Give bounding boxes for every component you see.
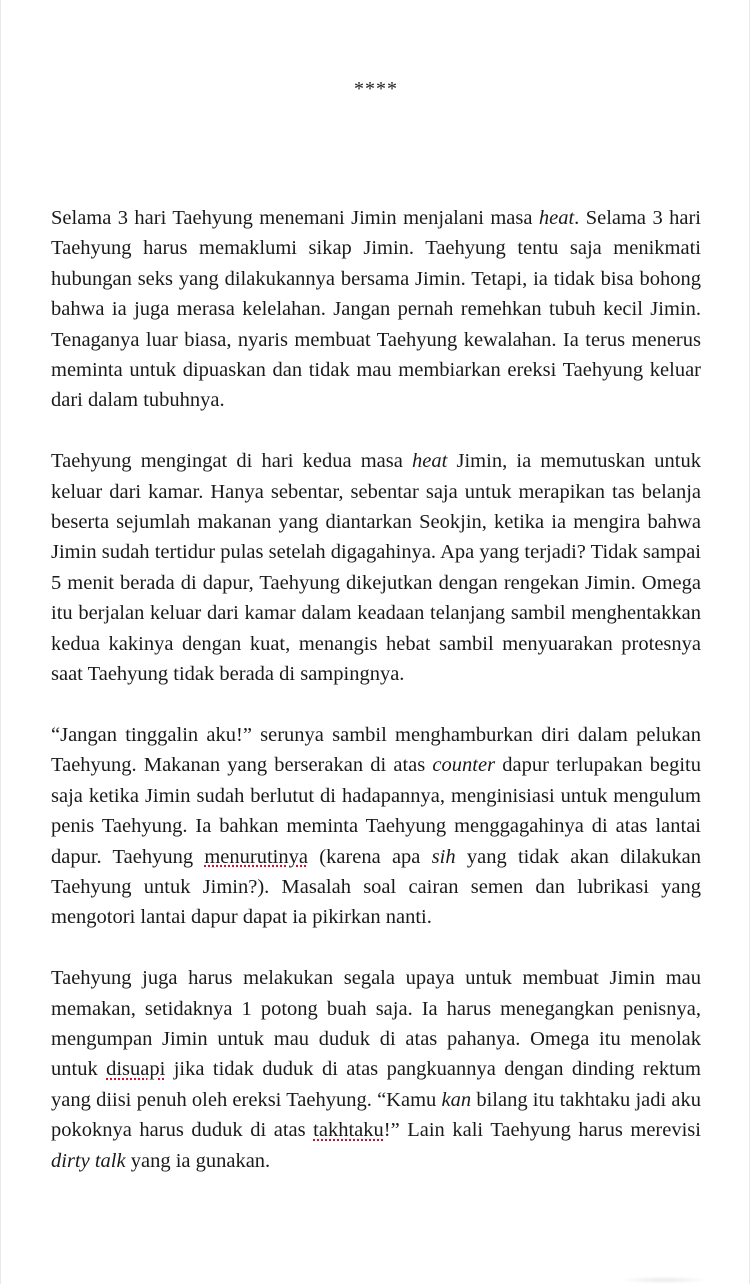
text-segment: jika tidak duduk di atas pangkuannya dengan dinding rektum yang diisi penuh oleh ereksi Taehyung. “Kamu [51,1058,701,1111]
italic-term: kan [441,1088,472,1111]
text-segment: Jimin, ia memutuskan untuk keluar dari kamar. Hanya sebentar, sebentar saja untuk merapikan tas belanja beserta sejumlah makanan yang diantarkan Seokjin, ketika ia mengira bahwa Jimin sudah tertidur pulas setelah digagahinya. Apa yang terjadi? Tidak sampai 5 menit berada di dapur, Taehyung dikejutkan dengan rengekan Jimin. Omega itu berjalan keluar dari kamar dalam keadaan telanjang sambil menghentakkan kedua kakinya dengan kuat, menangis hebat sambil menyuarakan protesnya saat Taehyung tidak berada di sampingnya. [51,450,701,686]
text-segment: dapur terlupakan begitu saja ketika Jimin sudah berlutut di hadapannya, menginisiasi untuk mengulum penis Taehyung. Ia bahkan meminta Taehyung menggagahinya di atas lantai dapur. Taehyung [51,754,701,868]
spellcheck-underlined-word: menurutinya [204,845,308,868]
text-segment: . Selama 3 hari Taehyung harus memaklumi sikap Jimin. Taehyung tentu saja menikmati hubungan seks yang dilakukannya bersama Jimin. Tetapi, ia tidak bisa bohong bahwa ia juga merasa kelelahan. Jangan pernah remehkan tubuh kecil Jimin. Tenaganya luar biasa, nyaris membuat Taehyung kewalahan. Ia terus menerus meminta untuk dipuaskan dan tidak mau membiarkan ereksi Taehyung keluar dari dalam tubuhnya. [51,207,701,412]
text-segment: yang tidak akan dilakukan Taehyung untuk Jimin?). Masalah soal cairan semen dan lubrikasi yang mengotori lantai dapur dapat ia pikirkan nanti. [51,845,701,929]
text-segment: (karena apa [307,845,432,868]
spellcheck-underlined-word: takhtaku [313,1119,384,1142]
text-segment: bilang itu takhtaku jadi aku pokoknya harus duduk di atas [51,1088,701,1142]
text-segment: Taehyung juga harus melakukan segala upaya untuk membuat Jimin mau memakan, setidaknya 1 potong buah saja. Ia harus menegangkan penisnya, mengumpan Jimin untuk mau duduk di atas pahanya. Omega itu menolak untuk [51,967,701,1081]
italic-term: heat [412,450,448,473]
scene-separator: **** [354,78,398,100]
text-segment: Taehyung mengingat di hari kedua masa [51,450,413,473]
text-segment: “Jangan tinggalin aku!” serunya sambil menghamburkan diri dalam pelukan Taehyung. Makanan yang berserakan di atas [51,723,701,777]
italic-term: dirty talk [51,1149,126,1172]
paragraph-4 [51,963,701,1176]
paragraph-2 [51,446,701,689]
spellcheck-underlined-word: disuapi [106,1058,166,1081]
italic-term: sih [431,845,456,868]
italic-term: counter [432,754,496,777]
text-segment: Selama 3 hari Taehyung menemani Jimin menjalani masa [51,207,539,229]
text-segment: yang ia gunakan. [125,1149,271,1172]
paragraph-3 [51,720,701,933]
paragraph-1 [51,203,701,416]
story-body [51,203,701,1206]
page-edge-shadow [619,1276,709,1284]
italic-term: heat [538,207,575,229]
text-segment: !” Lain kali Taehyung harus merevisi [383,1119,701,1142]
